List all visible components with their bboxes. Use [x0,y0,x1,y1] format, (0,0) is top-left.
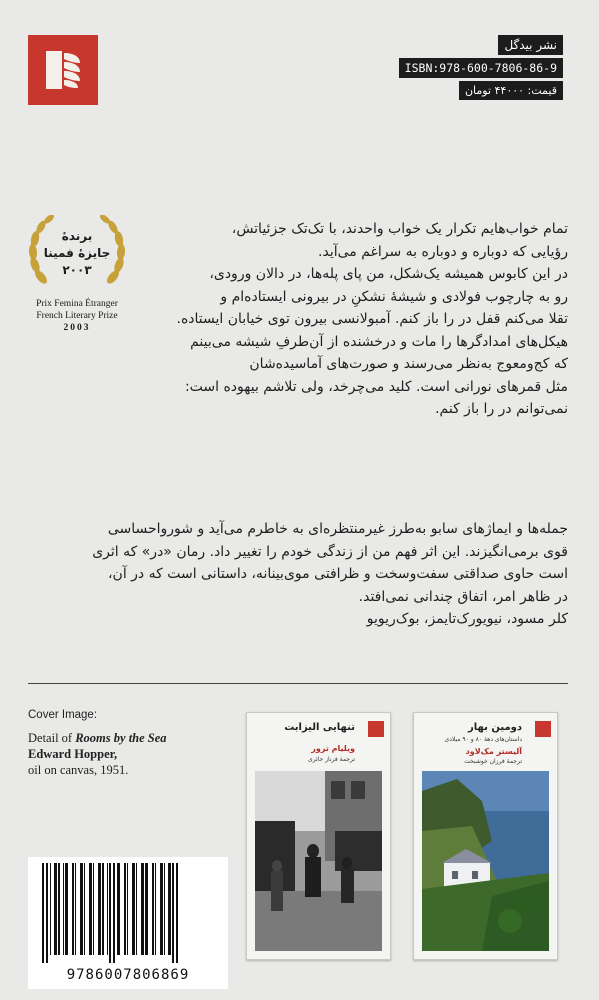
related-book-translator: ترجمهٔ فرزان خوشبخت [464,758,522,765]
section-divider [28,683,568,684]
review-quote [28,518,568,631]
publisher-mini-logo [368,721,384,737]
award-label-fa [27,228,127,279]
barcode-bar [117,863,120,955]
award-label-line2: جایزهٔ فمینا [43,246,111,260]
isbn-barcode [28,857,228,989]
barcode-bar [124,863,126,955]
barcode-bar [102,863,104,955]
excerpt-line: مثل قمرهای نورانی است. کلید می‌چرخد، ولی تلاشم بیهوده است: [184,378,568,395]
cover-credit-detail [28,730,228,746]
price-label: قیمت: ۴۴۰۰۰ تومان [459,81,563,100]
review-source: کلر مسود، نیویورک‌تایمز، بوک‌ریویو [366,611,568,627]
cover-credit-painting: Rooms by the Sea [75,731,167,745]
award-label-year: ۲۰۰۳ [62,263,92,277]
award-en-year: 2003 [63,323,91,333]
barcode-bar [42,863,44,963]
excerpt-line: رو به چارچوب فولادی و شیشهٔ نشکنِ در بیرونی ایستاده‌ام و [220,288,568,305]
barcode-bar [113,863,115,963]
barcode-bar [176,863,178,963]
award-en-line2: French Literary Prize [36,311,118,321]
barcode-bar [136,863,137,955]
barcode-bar [72,863,74,955]
barcode-bar [58,863,60,955]
barcode-bar [127,863,128,955]
publisher-mini-logo [535,721,551,737]
barcode-digits: 9786007806869 [66,967,190,983]
barcode-bar [141,863,144,955]
related-book-translator: ترجمهٔ فرناز حائری [308,756,355,763]
barcode-bar [168,863,171,955]
barcode-bar [98,863,101,955]
barcode-bar [46,863,48,963]
bidgol-logo-icon [40,45,86,95]
isbn-label: ISBN:978-600-7806-86-9 [399,58,563,78]
review-line: قوی برمی‌انگیزند. این اثر فهم من از زندگی خودم را تغییر داد. رمان «در» که اثری [92,543,568,560]
related-book-title: تنهایی الیزابت [284,722,355,733]
excerpt-line: رؤیایی که دوباره و دوباره به سراغم می‌آید. [318,243,568,260]
review-line: جمله‌ها و ایماژهای سابو به‌طرز غیرمنتظره‌ای به خاطرم می‌آید و شوروا‌حساسی [107,521,568,537]
barcode-bar [84,863,85,955]
barcode-bar [80,863,83,955]
award-label-en [22,298,132,334]
barcode-bar [93,863,94,955]
excerpt-line: نمی‌توانم در را باز کنم. [435,401,568,417]
cover-credit [28,707,228,778]
barcode-bar [109,863,111,963]
related-book-cover[interactable] [413,712,558,960]
excerpt-line: هیکل‌های امدادگرها را مات و درخشنده از آن‌طرفِ شیشه می‌بینم [190,333,568,350]
barcode-bar [75,863,76,955]
publisher-name-label: نشر بیدگل [498,35,563,55]
review-line: است حاوی صداقتی سفت‌وسخت و ظرافتی موی‌بینانه، داستانی است که در آن، [108,566,568,582]
barcode-bar [155,863,156,955]
award-emblem [22,215,132,334]
book-info-labels [373,35,563,103]
barcode-bar [152,863,154,955]
cover-credit-prefix: Detail of [28,731,73,745]
related-book-cover[interactable] [246,712,391,960]
cover-credit-medium: oil on canvas, 1951. [28,763,129,777]
related-book-subtitle: داستان‌های دهه‌ٔ ۸۰ و ۹۰ میلادی [444,736,522,743]
barcode-bar [145,863,148,955]
cover-credit-artist: Edward Hopper, [28,747,118,761]
cover-credit-label: Cover Image: [28,709,98,721]
publisher-logo [28,35,98,105]
award-en-line1: Prix Femina Étranger [36,299,118,309]
barcode-bar [107,863,108,955]
excerpt-line: تمام خواب‌هایم تکرار یک خواب واحدند، با تک‌تک جزئیاتش، [231,221,568,237]
excerpt-line: که کج‌ومعوج به‌نظر می‌رسند و صورت‌های آماسیده‌شان [249,356,568,372]
barcode-bar [65,863,68,955]
novel-excerpt [150,218,568,421]
street-photo-image [255,771,382,951]
barcode-bar [54,863,57,955]
coastal-painting-image [422,771,549,951]
excerpt-line: تقلا می‌کنم قفل در را باز کنم. آمبولانسی بیرون توی خیابان ایستاده. [176,311,568,327]
barcode-bar [132,863,135,955]
excerpt-line: در این کابوس همیشه یک‌شکل، من پای پله‌ها، در دالان ورودی، [209,266,568,282]
barcode-bar [160,863,163,955]
review-line: در ظاهر امر، اتفاق چندانی نمی‌افتد. [358,588,568,605]
related-book-title: دومین بهار [468,722,522,733]
barcode-bar [172,863,174,963]
barcode-bar [89,863,92,955]
award-label-line1: برندهٔ [61,229,93,243]
barcode-bar [164,863,165,955]
barcode-bar [63,863,64,955]
related-book-author: آلیستر مک‌لاود [465,747,522,756]
related-book-author: ویلیام ترور [311,744,355,753]
barcode-bar [50,863,51,955]
laurel-wreath-icon [27,215,127,290]
